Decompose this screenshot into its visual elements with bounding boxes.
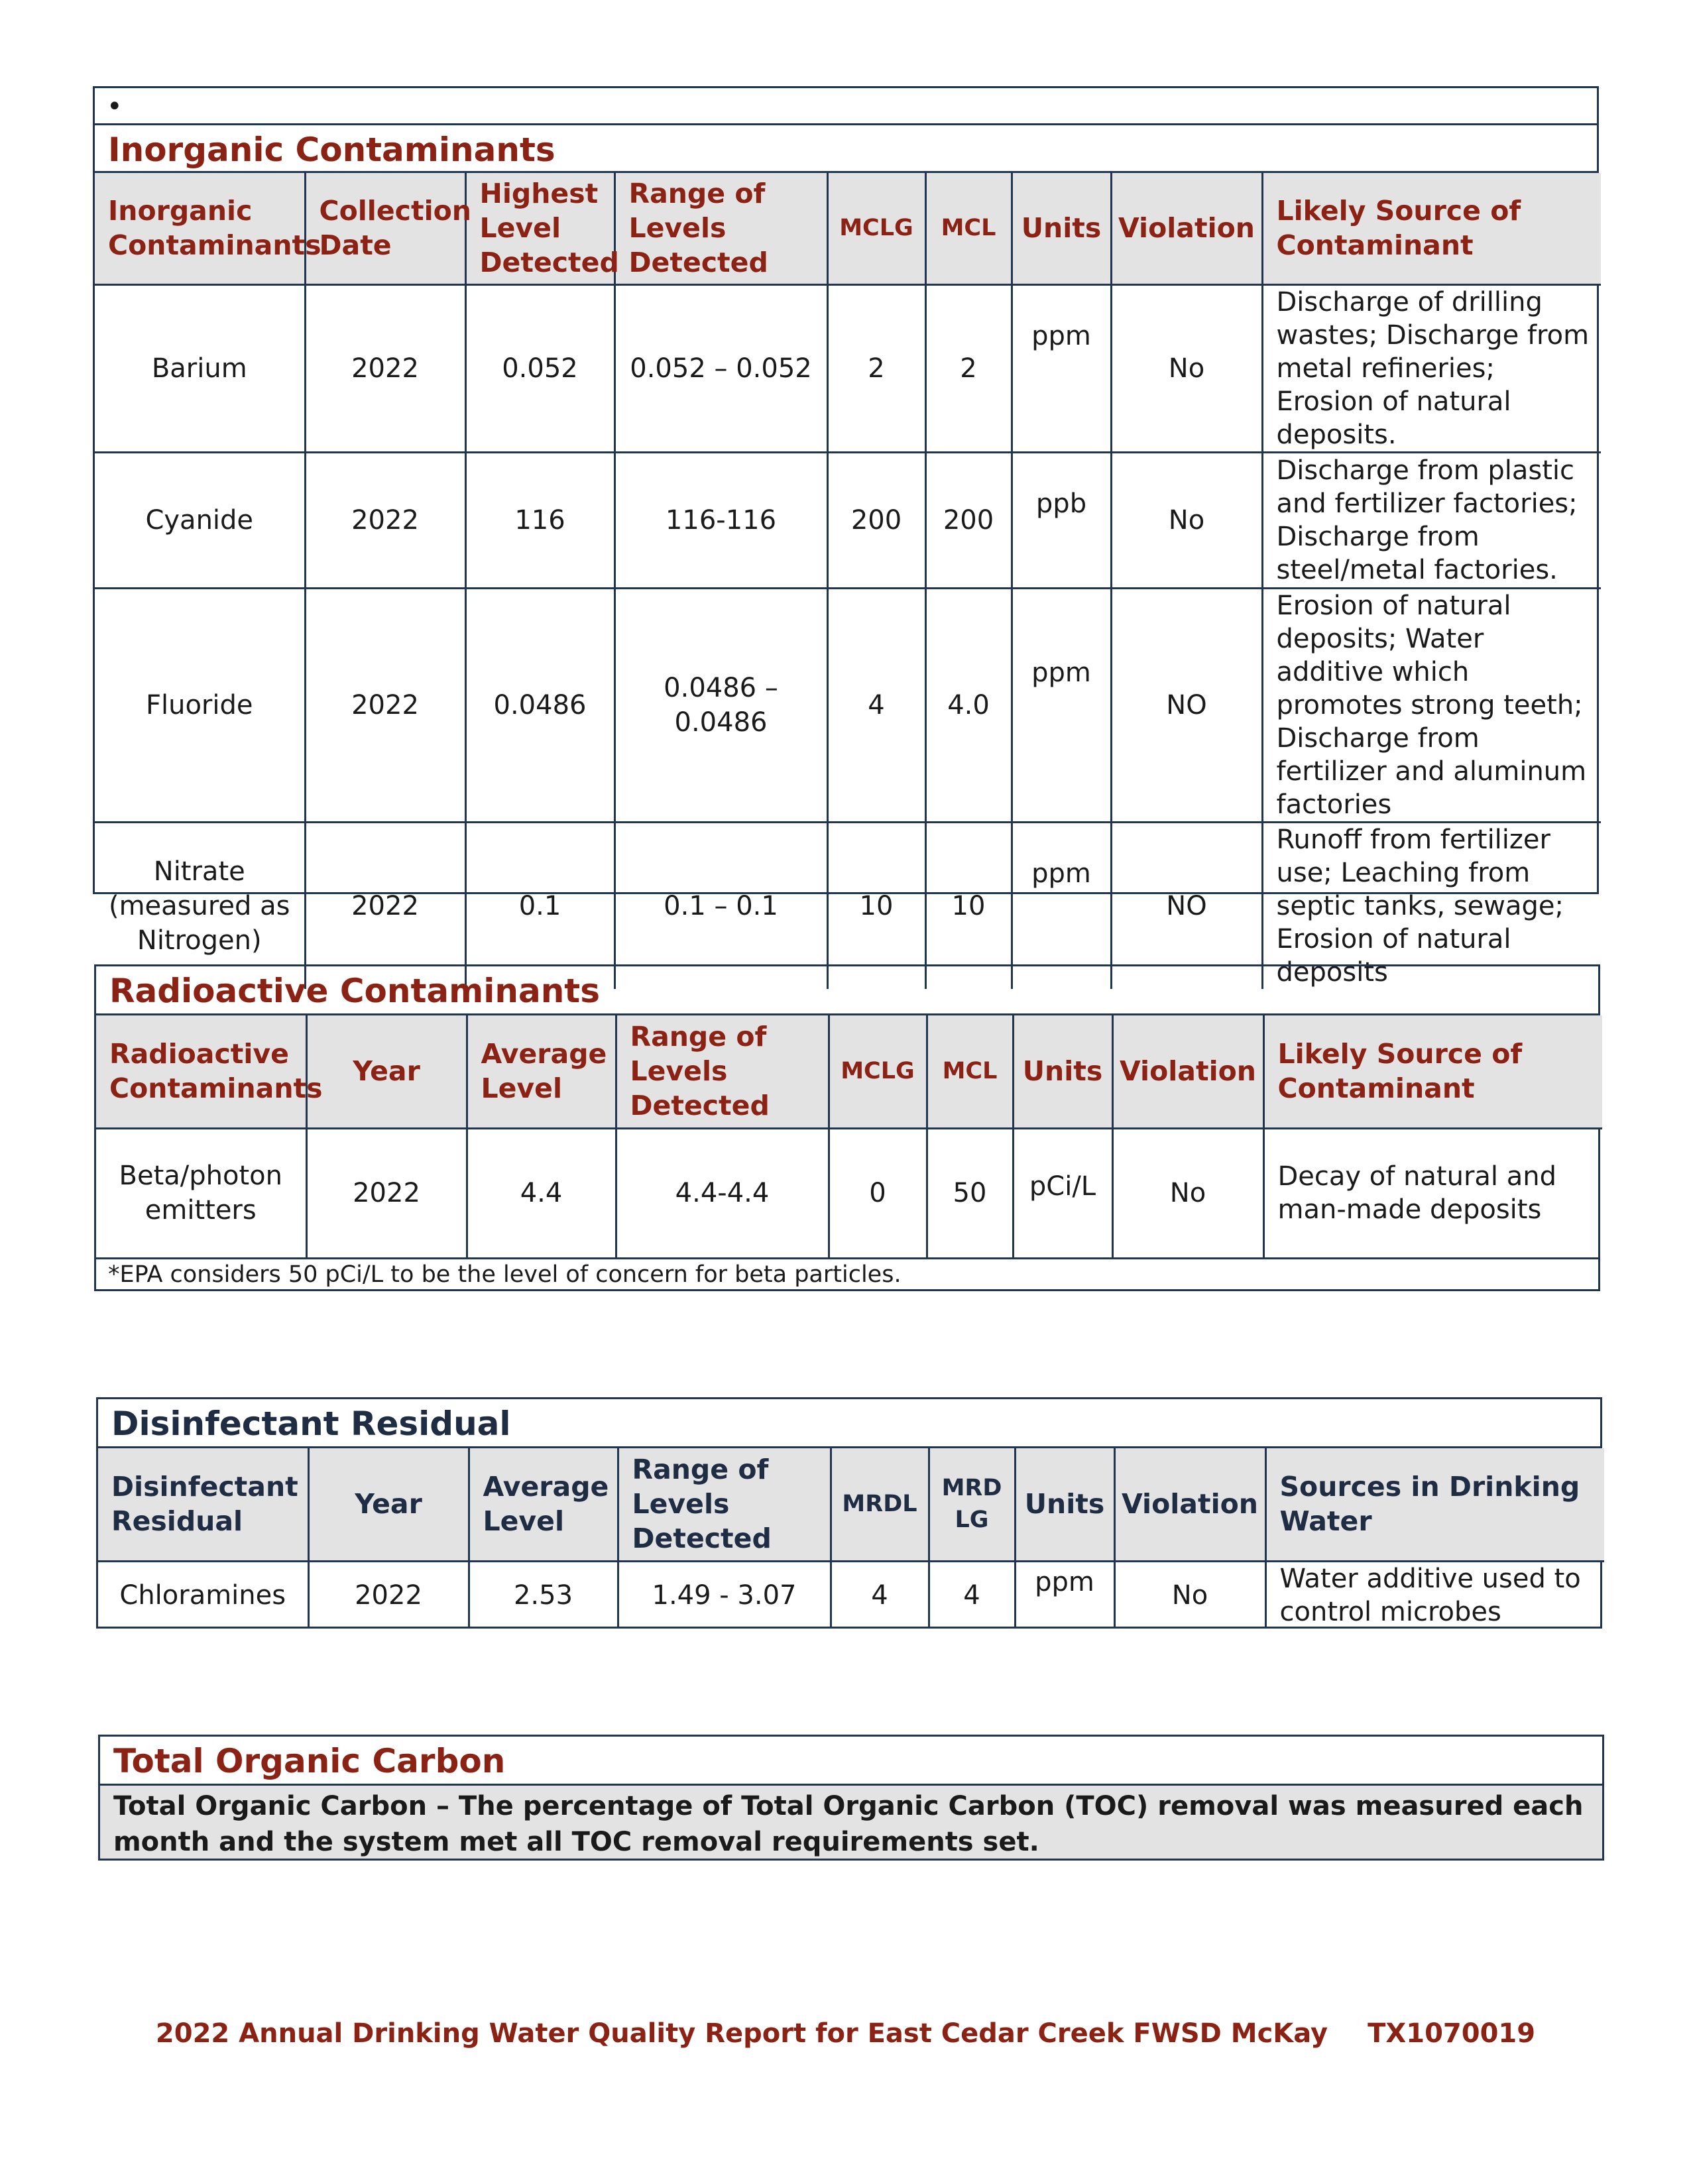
radioactive-table	[96, 1015, 1602, 1257]
header-units: Units	[1012, 173, 1111, 284]
year-value: 2022	[308, 1561, 469, 1629]
bullet-marker: •	[95, 88, 1597, 125]
units-value: ppm	[1012, 588, 1111, 822]
mcl-value: 200	[925, 452, 1012, 588]
header-contaminant: Radioactive Contaminants	[96, 1015, 306, 1128]
contaminant-name: Nitrate (measured as Nitrogen)	[95, 822, 305, 989]
radioactive-header-row	[96, 1015, 1602, 1128]
header-mrdl: MRDL	[831, 1448, 929, 1561]
range-levels: 0.0486 – 0.0486	[614, 588, 827, 822]
system-id: TX1070019	[1368, 2018, 1536, 2049]
violation-value: No	[1114, 1561, 1265, 1629]
table-row	[95, 284, 1601, 452]
mrdlg-value: 4	[929, 1561, 1015, 1629]
highest-level: 116	[465, 452, 614, 588]
header-violation: Violation	[1112, 1015, 1263, 1128]
report-footer	[0, 2018, 1691, 2049]
inorganic-table	[95, 173, 1601, 989]
toc-title: Total Organic Carbon	[100, 1737, 1602, 1786]
epa-note: *EPA considers 50 pCi/L to be the level of concern for beta particles.	[96, 1257, 1598, 1290]
mcl-value: 2	[925, 284, 1012, 452]
header-contaminant: Inorganic Contaminants	[95, 173, 305, 284]
header-mcl: MCL	[925, 173, 1012, 284]
toc-section	[98, 1735, 1604, 1861]
violation-value: No	[1111, 452, 1262, 588]
inorganic-header-row	[95, 173, 1601, 284]
header-residual: Disinfectant Residual	[98, 1448, 308, 1561]
source-text: Erosion of natural deposits; Water additive which promotes strong teeth; Discharge from fertilizer and aluminum factories	[1262, 588, 1601, 822]
toc-description: Total Organic Carbon – The percentage of Total Organic Carbon (TOC) removal was measured each month and the system met all TOC removal requirements set.	[100, 1786, 1602, 1859]
header-year: Year	[306, 1015, 467, 1128]
header-mrdlg: MRD LG	[929, 1448, 1015, 1561]
mclg-value: 4	[827, 588, 925, 822]
header-collection-date: Collection Date	[305, 173, 465, 284]
mcl-value: 50	[927, 1128, 1013, 1257]
violation-value: No	[1111, 284, 1262, 452]
header-mclg: MCLG	[827, 173, 925, 284]
mclg-value: 0	[829, 1128, 927, 1257]
mcl-value: 4.0	[925, 588, 1012, 822]
header-year: Year	[308, 1448, 469, 1561]
header-source: Likely Source of Contaminant	[1263, 1015, 1602, 1128]
violation-value: NO	[1111, 822, 1262, 989]
table-row	[96, 1128, 1602, 1257]
table-row	[98, 1561, 1604, 1629]
mclg-value: 200	[827, 452, 925, 588]
header-average-level: Average Level	[469, 1448, 618, 1561]
highest-level: 0.052	[465, 284, 614, 452]
residual-name: Chloramines	[98, 1561, 308, 1629]
range-levels: 0.1 – 0.1	[614, 822, 827, 989]
source-text: Discharge of drilling wastes; Discharge from metal refineries; Erosion of natural deposits.	[1262, 284, 1601, 452]
range-levels: 0.052 – 0.052	[614, 284, 827, 452]
violation-value: No	[1112, 1128, 1263, 1257]
disinfectant-section	[96, 1397, 1602, 1629]
header-range: Range of Levels Detected	[614, 173, 827, 284]
table-row	[95, 452, 1601, 588]
mclg-value: 10	[827, 822, 925, 989]
disinfectant-header-row	[98, 1448, 1604, 1561]
table-row	[95, 822, 1601, 989]
report-title: 2022 Annual Drinking Water Quality Report for East Cedar Creek FWSD McKay	[155, 2018, 1328, 2049]
collection-date: 2022	[305, 588, 465, 822]
mcl-value: 10	[925, 822, 1012, 989]
header-highest-level: Highest Level Detected	[465, 173, 614, 284]
header-source: Likely Source of Contaminant	[1262, 173, 1601, 284]
collection-date: 2022	[305, 822, 465, 989]
source-text: Decay of natural and man-made deposits	[1263, 1128, 1602, 1257]
source-text: Discharge from plastic and fertilizer factories; Discharge from steel/metal factories.	[1262, 452, 1601, 588]
units-value: ppm	[1015, 1561, 1114, 1629]
highest-level: 0.0486	[465, 588, 614, 822]
mrdl-value: 4	[831, 1561, 929, 1629]
violation-value: NO	[1111, 588, 1262, 822]
header-units: Units	[1013, 1015, 1112, 1128]
average-level: 4.4	[467, 1128, 616, 1257]
header-range: Range of Levels Detected	[616, 1015, 829, 1128]
contaminant-name: Barium	[95, 284, 305, 452]
year-value: 2022	[306, 1128, 467, 1257]
header-violation: Violation	[1114, 1448, 1265, 1561]
collection-date: 2022	[305, 452, 465, 588]
range-levels: 1.49 - 3.07	[618, 1561, 831, 1629]
units-value: ppb	[1012, 452, 1111, 588]
radioactive-title: Radioactive Contaminants	[96, 966, 1598, 1015]
header-mcl: MCL	[927, 1015, 1013, 1128]
disinfectant-title: Disinfectant Residual	[98, 1399, 1600, 1448]
highest-level: 0.1	[465, 822, 614, 989]
header-average-level: Average Level	[467, 1015, 616, 1128]
units-value: pCi/L	[1013, 1128, 1112, 1257]
header-units: Units	[1015, 1448, 1114, 1561]
source-text: Water additive used to control microbes	[1265, 1561, 1604, 1629]
range-levels: 4.4-4.4	[616, 1128, 829, 1257]
mclg-value: 2	[827, 284, 925, 452]
source-text: Runoff from fertilizer use; Leaching from septic tanks, sewage; Erosion of natural deposits	[1262, 822, 1601, 989]
units-value: ppm	[1012, 284, 1111, 452]
table-row	[95, 588, 1601, 822]
inorganic-title: Inorganic Contaminants	[95, 125, 1597, 173]
disinfectant-table	[98, 1448, 1604, 1629]
contaminant-name: Fluoride	[95, 588, 305, 822]
header-violation: Violation	[1111, 173, 1262, 284]
units-value: ppm	[1012, 822, 1111, 989]
average-level: 2.53	[469, 1561, 618, 1629]
radioactive-section	[94, 964, 1600, 1291]
range-levels: 116-116	[614, 452, 827, 588]
header-sources: Sources in Drinking Water	[1265, 1448, 1604, 1561]
header-mclg: MCLG	[829, 1015, 927, 1128]
collection-date: 2022	[305, 284, 465, 452]
contaminant-name: Beta/photon emitters	[96, 1128, 306, 1257]
contaminant-name: Cyanide	[95, 452, 305, 588]
header-range: Range of Levels Detected	[618, 1448, 831, 1561]
inorganic-section	[93, 86, 1599, 988]
